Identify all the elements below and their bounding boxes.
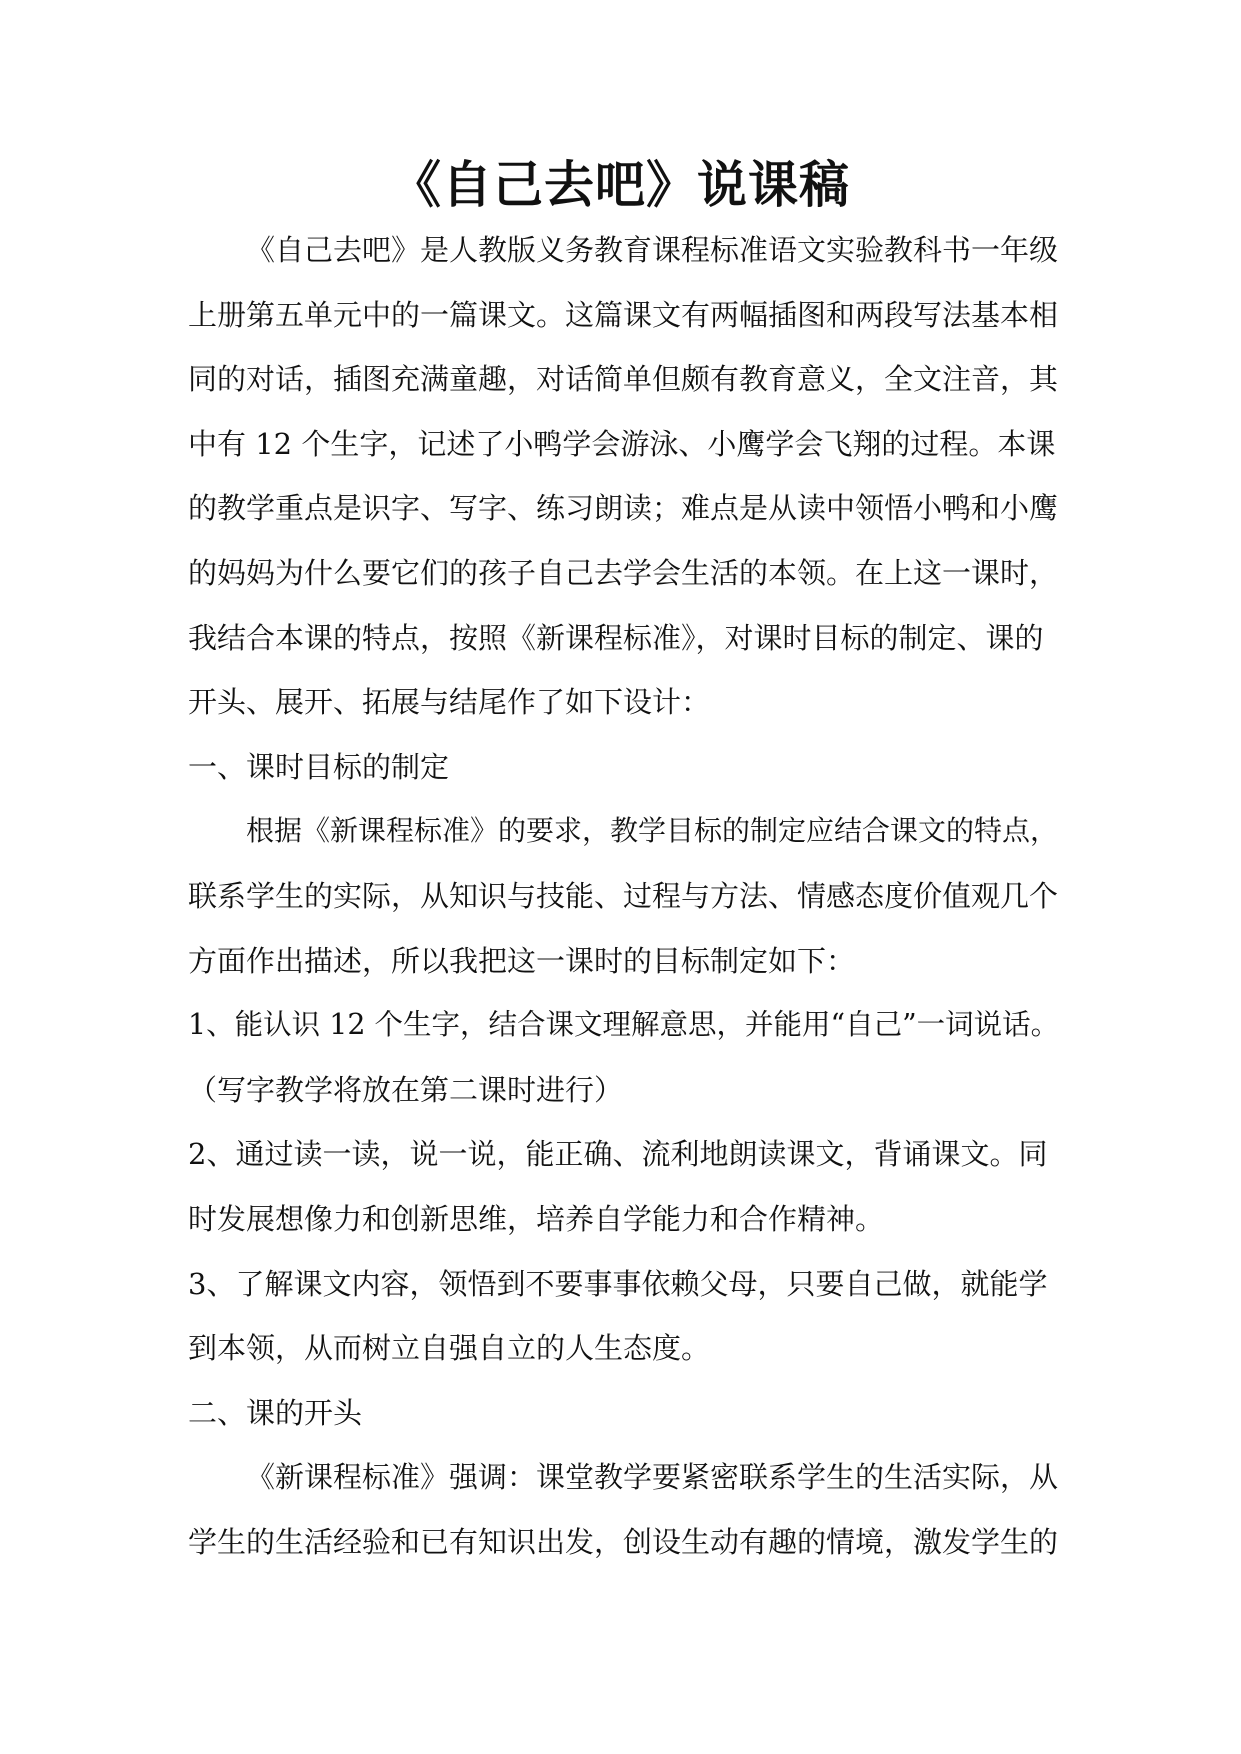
list-item: 3、了解课文内容，领悟到不要事事依赖父母，只要自己做，就能学 [188, 1266, 1048, 1301]
paragraph-line: 的教学重点是识字、写字、练习朗读；难点是从读中领悟小鸭和小鹰 [188, 491, 1059, 526]
paragraph-line: 上册第五单元中的一篇课文。这篇课文有两幅插图和两段写法基本相 [188, 297, 1059, 332]
paragraph-line: 的妈妈为什么要它们的孩子自己去学会生活的本领。在上这一课时， [188, 555, 1059, 590]
paragraph-line: 方面作出描述，所以我把这一课时的目标制定如下： [188, 943, 856, 978]
document-body [188, 218, 1060, 1574]
paragraph-line: 开头、展开、拓展与结尾作了如下设计： [188, 685, 711, 720]
document-title: 《自己去吧》说课稿 [391, 155, 850, 214]
paragraph-line: 中有 12 个生字，记述了小鸭学会游泳、小鹰学会飞翔的过程。本课 [188, 426, 1056, 461]
paragraph-line: 《自己去吧》是人教版义务教育课程标准语文实验教科书一年级 [246, 233, 1059, 267]
list-item: 1、能认识 12 个生字，结合课文理解意思，并能用“自己”一词说话。 [188, 1008, 1060, 1042]
paragraph-line: 《新课程标准》强调：课堂教学要紧密联系学生的生活实际，从 [246, 1460, 1059, 1495]
list-item: 2、通过读一读，说一说，能正确、流利地朗读课文，背诵课文。同 [188, 1137, 1048, 1172]
section-heading: 二、课的开头 [188, 1395, 363, 1430]
paragraph-line: （写字教学将放在第二课时进行） [188, 1072, 624, 1107]
paragraph-line: 联系学生的实际，从知识与技能、过程与方法、情感态度价值观几个 [188, 878, 1059, 913]
paragraph-line: 时发展想像力和创新思维，培养自学能力和合作精神。 [188, 1201, 885, 1236]
paragraph-line: 学生的生活经验和已有知识出发，创设生动有趣的情境，激发学生的 [188, 1524, 1059, 1559]
paragraph-line: 到本领，从而树立自强自立的人生态度。 [188, 1331, 711, 1366]
paragraph-line: 我结合本课的特点，按照《新课程标准》，对课时目标的制定、课的 [188, 620, 1044, 655]
paragraph-line: 同的对话，插图充满童趣，对话简单但颇有教育意义，全文注音，其 [188, 362, 1059, 397]
paragraph-line: 根据《新课程标准》的要求，教学目标的制定应结合课文的特点， [246, 814, 1059, 848]
section-heading: 一、课时目标的制定 [188, 749, 450, 784]
